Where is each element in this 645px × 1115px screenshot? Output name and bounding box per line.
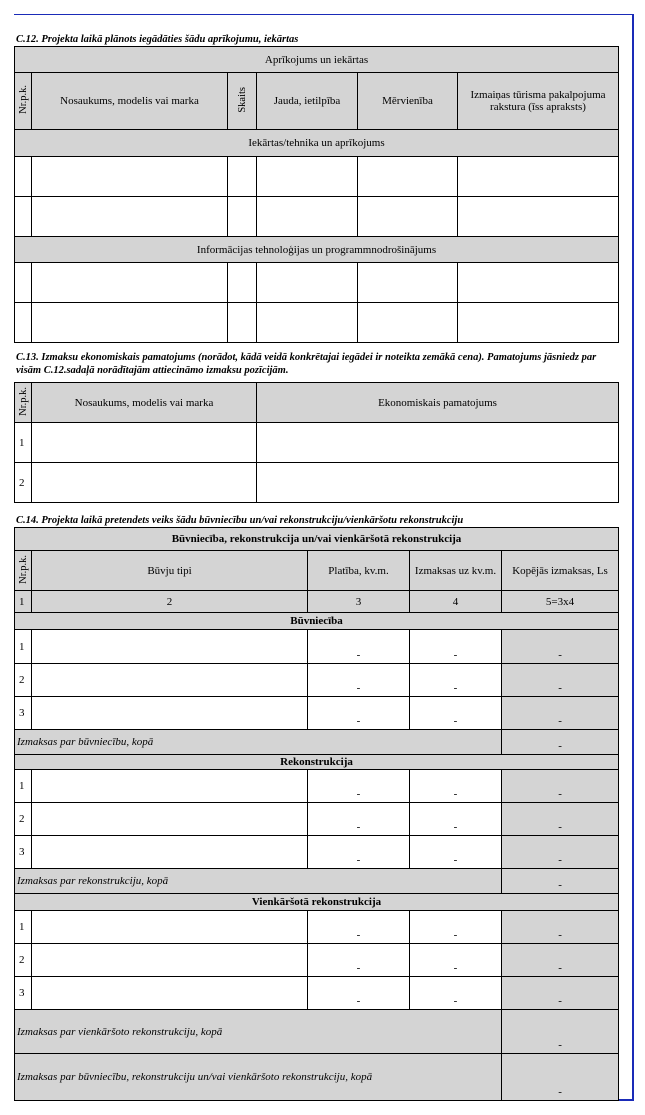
c13-header-name: Nosaukums, modelis vai marka [32,383,257,423]
c14-total-construction: Izmaksas par būvniecību, kopā [15,730,502,755]
table-row[interactable]: 2 [15,463,619,503]
c12-header-power: Jauda, ietilpība [257,73,358,130]
c12-title: C.12. Projekta laikā plānots iegādāties šādu aprīkojumu, iekārtas [16,34,299,45]
table-row[interactable]: 2 - - - [15,803,619,836]
c14-header-area: Platība, kv.m. [308,551,410,591]
c14-table: Būvniecība, rekonstrukcija un/vai vienkāršotā rekonstrukcija Nr.p.k. Būvju tipi Platība, kv.m. Izmaksas uz kv.m. Kopējās izmaksas, Ls 1 2 3 4 5=3x4 Būvniecība 1 - - - 2 - - - 3 - - - Izmaksas par būvniecību, kopā - Rekonstrukcija 1 - - - 2 - - - 3 - - - Izmaksas par rekonstrukciju, kopā - Vienkāršotā rekonstrukcija 1 - - - 2 - - - 3 - - - Izmaksas par vienkāršoto rekonstrukciju, kopā - Izmaksas par būvniecību, rekonstrukciju un/vai vienkāršoto rekonstrukciju, kopā - [14,527,619,1101]
table-row[interactable]: 3 - - - [15,836,619,869]
c12-header-count: Skaits [228,73,257,130]
table-row[interactable]: 1 [15,423,619,463]
table-row[interactable] [15,263,619,303]
table-row[interactable]: 1 - - - [15,630,619,664]
c14-section-simplified: Vienkāršotā rekonstrukcija [15,894,619,911]
c14-total-reconstruction: Izmaksas par rekonstrukciju, kopā [15,869,502,894]
table-row[interactable]: 1 - - - [15,911,619,944]
c12-header-unit: Mērvienība [358,73,458,130]
c14-section-reconstruction: Rekonstrukcija [15,755,619,770]
c12-header-name: Nosaukums, modelis vai marka [32,73,228,130]
table-row[interactable] [15,197,619,237]
c12-group-header: Aprīkojums un iekārtas [15,47,619,73]
c12-table [14,46,619,343]
c13-title: C.13. Izmaksu ekonomiskais pamatojums (norādot, kādā veidā konkrētajai iegādei ir noteikta zemākā cena). Pamatojums jāsniedz par visām C.12.sadaļā norādītajām attiecināmo izmaksu pozīcijām. [16,352,597,376]
c14-title: C.14. Projekta laikā pretendets veiks šādu būvniecību un/vai rekonstrukciju/vienkāršotu rekonstrukciju [16,515,464,526]
c14-section-construction: Būvniecība [15,613,619,630]
c12-header-nr: Nr.p.k. [15,73,32,130]
table-row[interactable]: 2 - - - [15,944,619,977]
table-row[interactable]: 3 - - - [15,697,619,730]
c13-header-justification: Ekonomiskais pamatojums [257,383,619,423]
table-row[interactable]: 2 - - - [15,664,619,697]
c13-table [14,382,619,503]
c14-header-cost-per-sqm: Izmaksas uz kv.m. [410,551,502,591]
c14-group-header: Būvniecība, rekonstrukcija un/vai vienkāršotā rekonstrukcija [15,528,619,551]
table-row[interactable]: 1 - - - [15,770,619,803]
table-row[interactable]: 3 - - - [15,977,619,1010]
c13-header-nr: Nr.p.k. [15,383,32,423]
c12-section-equipment: Iekārtas/tehnika un aprīkojums [15,130,619,157]
c14-grand-total: Izmaksas par būvniecību, rekonstrukciju un/vai vienkāršoto rekonstrukciju, kopā [15,1054,502,1101]
table-row[interactable] [15,303,619,343]
c12-section-it: Informācijas tehnoloģijas un programmnodrošinājums [15,237,619,263]
table-row[interactable] [15,157,619,197]
c12-header-changes: Izmaiņas tūrisma pakalpojuma rakstura (īss apraksts) [458,73,619,130]
c14-header-nr: Nr.p.k. [15,551,32,591]
c14-total-simplified: Izmaksas par vienkāršoto rekonstrukciju, kopā [15,1010,502,1054]
c14-header-type: Būvju tipi [32,551,308,591]
c14-header-total-cost: Kopējās izmaksas, Ls [502,551,619,591]
